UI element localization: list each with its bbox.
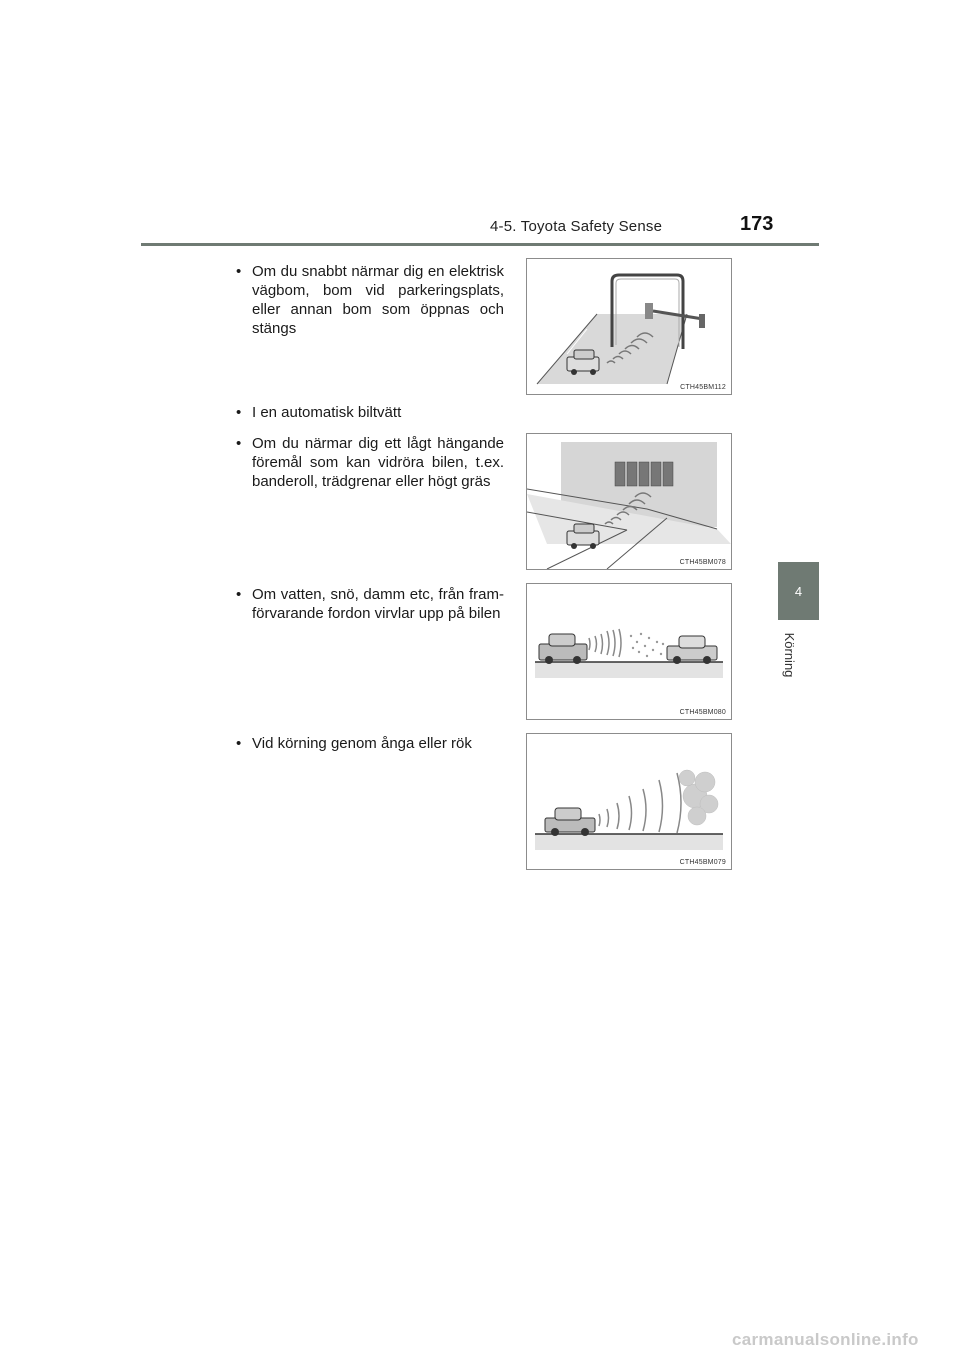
figure-code: CTH45BM078 xyxy=(679,559,726,566)
bullet-marker: • xyxy=(236,263,242,280)
page-number: 173 xyxy=(740,213,774,235)
figure-vehicle-spray xyxy=(526,583,732,720)
list-item-text: Om vatten, snö, damm etc, från fram-förvarande fordon virvlar upp på bilen xyxy=(252,586,504,622)
bullet-marker: • xyxy=(236,435,242,452)
watermark-text: carmanualsonline.info xyxy=(732,1330,919,1349)
list-item-text: Vid körning genom ånga eller rök xyxy=(252,735,472,752)
list-item xyxy=(236,262,504,338)
header-divider xyxy=(141,243,819,246)
figure-gate xyxy=(526,258,732,395)
bullet-marker: • xyxy=(236,735,242,752)
section-title: 4-5. Toyota Safety Sense xyxy=(490,218,663,235)
list-item xyxy=(236,434,504,491)
chapter-tab[interactable]: 4 xyxy=(778,562,819,620)
list-item-text: Om du närmar dig ett lågt hängande föremål som kan vidröra bilen, t.ex. banderoll, trädgrenar eller högt gräs xyxy=(252,435,504,490)
list-item xyxy=(236,403,504,422)
figure-smoke xyxy=(526,733,732,870)
figure-code: CTH45BM112 xyxy=(680,384,726,391)
bullet-marker: • xyxy=(236,586,242,603)
figure-code: CTH45BM080 xyxy=(679,709,726,716)
car-approaching-smoke-illustration xyxy=(527,734,731,869)
list-item xyxy=(236,585,504,623)
list-item-text: I en automatisk biltvätt xyxy=(252,404,402,421)
figure-hanging-object xyxy=(526,433,732,570)
list-item xyxy=(236,734,504,753)
list-item-text: Om du snabbt närmar dig en elektrisk vägbom, bom vid parkeringsplats, eller annan bom som öppnas och stängs xyxy=(252,263,504,337)
figure-code: CTH45BM079 xyxy=(679,859,726,866)
car-approaching-gate-illustration xyxy=(527,259,731,394)
car-behind-vehicle-spray-illustration xyxy=(527,584,731,719)
chapter-label: Körning xyxy=(782,632,797,678)
bullet-marker: • xyxy=(236,404,242,421)
car-approaching-hanging-object-illustration xyxy=(527,434,731,569)
